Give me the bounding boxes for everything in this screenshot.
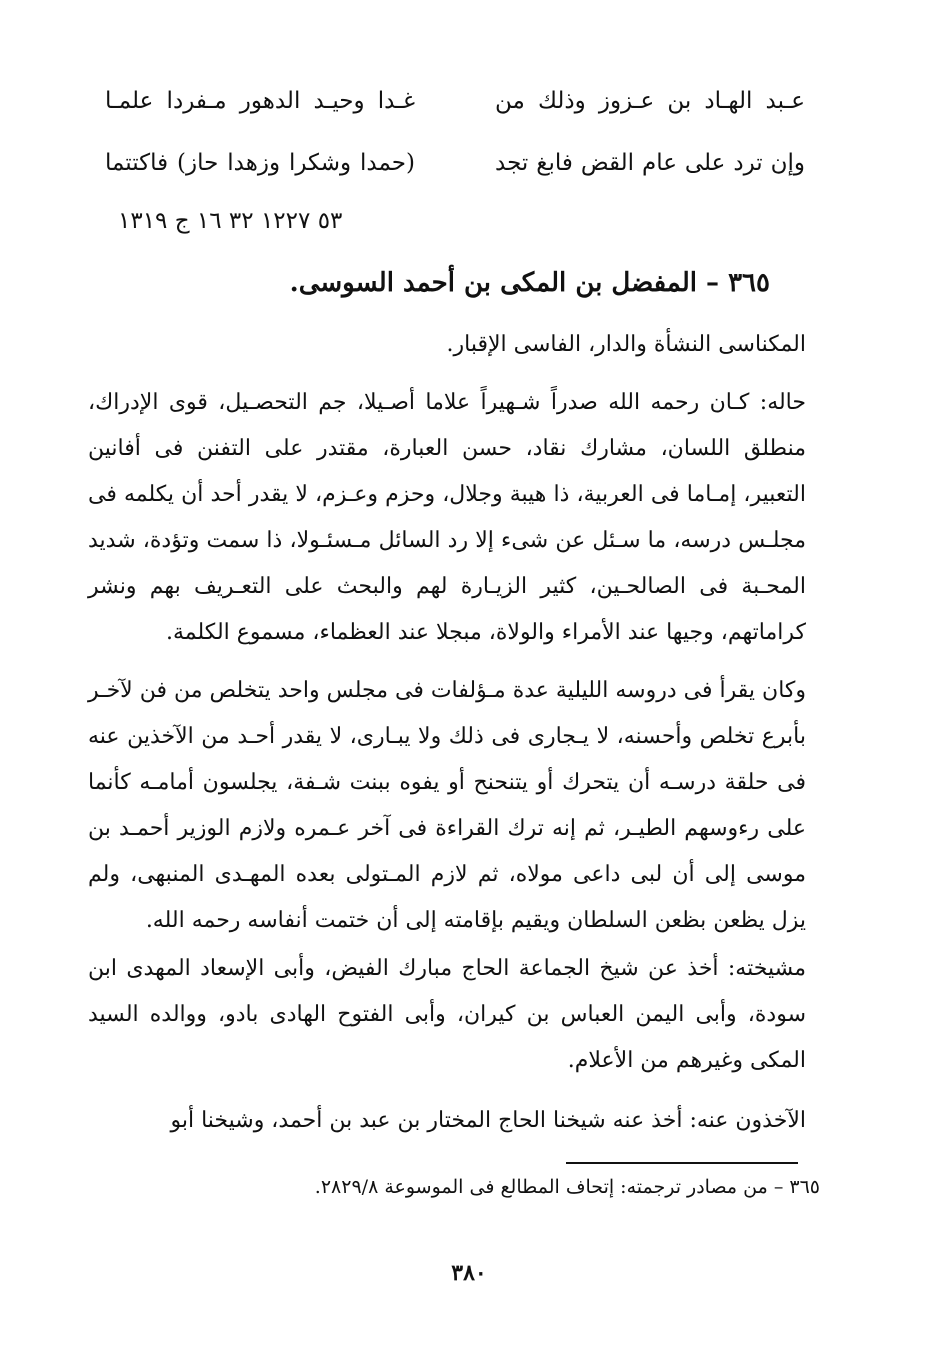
verse-line <box>105 88 805 128</box>
paragraph-students: الآخذون عنه: أخذ عنه شيخنا الحاج المختار بن عبد بن أحمد، وشيخنا أبو <box>170 1108 806 1133</box>
verse-line <box>105 150 805 190</box>
chronogram-numbers: ٥٣ ١٢٢٧ ٣٢ ١٦ ج ١٣١٩ <box>118 208 343 234</box>
footnote-separator <box>566 1162 798 1164</box>
verse-second-hemistich: غـدا وحيـد الدهور مـفردا علمـا <box>105 88 415 114</box>
verse-second-hemistich: (حمدا وشكرا وزهدا حاز) فاكتتما <box>105 150 415 176</box>
entry-heading: ٣٦٥ – المفضل بن المكى بن أحمد السوسى. <box>289 268 770 298</box>
paragraph-biography: حاله: كـان رحمه الله صدراً شـهيراً علاما أصـيلا، جم التحصـيل، قوى الإدراك، منطلق اللسان، مشارك نقاد، حسن العبارة، مقتدر على التفنن فى أفانين التعبير، إمـاما فى العربية، ذا هيبة وجلال، وحزم وعـزم، لا يقدر أحد أن يكلمه فى مجلـس درسه، ما سـئل عن شىء إلا رد السائل مـسئـولا، ذا سمت وتؤدة، شديد المحـبة فى الصالحـين، كثير الزيـارة لهم والبحث على التعـريف بهم ونشر كراماتهم، وجيها عند الأمراء والولاة، مبجلا عند العظماء، مسموع الكلمة. <box>88 390 806 645</box>
verse-first-hemistich: عـبد الهـاد بن عـزوز وذلك من <box>495 88 805 114</box>
paragraph-teachers: مشيخته: أخذ عن شيخ الجماعة الحاج مبارك الفيض، وأبى الإسعاد المهدى ابن سودة، وأبى اليمن العباس بن كيران، وأبى الفتوح الهادى بادو، ووالده السيد المكى وغيرهم من الأعلام. <box>88 956 806 1073</box>
verse-first-hemistich: وإن ترد على عام القض فابغ تجد <box>495 150 805 176</box>
paragraph-origin: المكناسى النشأة والدار، الفاسى الإقبار. <box>446 332 806 357</box>
paragraph-teaching: وكان يقرأ فى دروسه الليلية عدة مـؤلفات فى مجلس واحد يتخلص من فن لآخـر بأبرع تخلص وأحسنه، لا يـجارى فى ذلك ولا يبـارى، لا يقدر أحـد من الآخذين عنه فى حلقة درسـه أن يتحرك أو يتنحنح أو يفوه ببنت شـفة، يجلسون أمامـه كأنما على رءوسهم الطيـر، ثم إنه ترك القراءة فى آخر عـمره ولازم الوزير أحمـد بن موسى إلى أن لبى داعى مولاه، ثم لازم المـتولى بعده المهـدى المنبهى، ولم يزل يظعن بظعن السلطان ويقيم بإقامته إلى أن ختمت أنفاسه رحمه الله. <box>88 678 806 933</box>
footnote: ٣٦٥ – من مصادر ترجمته: إتحاف المطالع فى الموسوعة ٢٨٢٩/٨. <box>314 1176 820 1198</box>
page-number: ٣٨٠ <box>451 1260 487 1286</box>
